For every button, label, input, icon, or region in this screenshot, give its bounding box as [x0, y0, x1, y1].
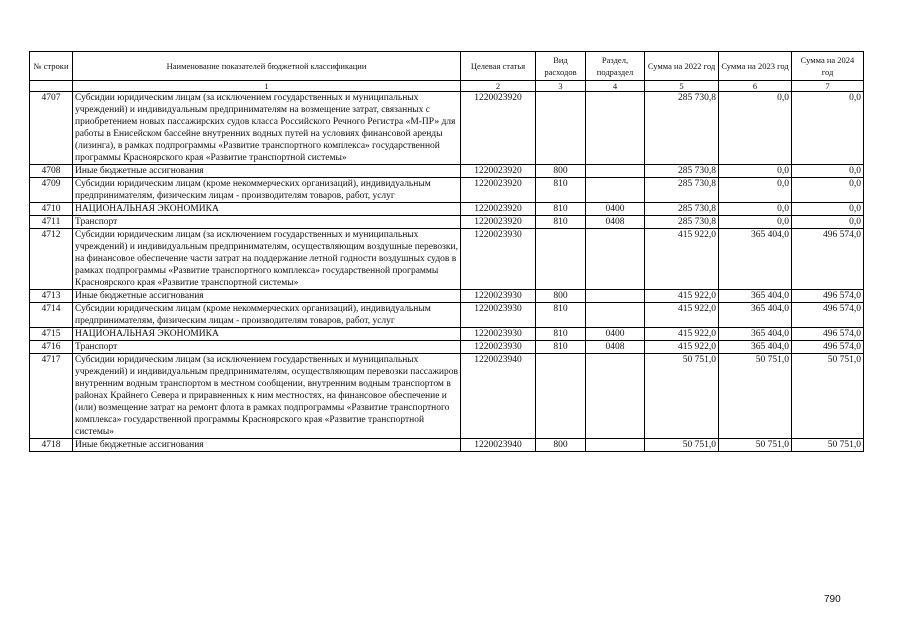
row-kind: [536, 92, 586, 165]
row-sum-2023: 365 404,0: [719, 328, 792, 341]
col-number: 4: [586, 81, 645, 92]
row-kind: 810: [536, 178, 586, 203]
row-kind: 800: [536, 290, 586, 303]
row-sum-2024: 496 574,0: [792, 229, 864, 290]
row-section: 0400: [586, 328, 645, 341]
row-target: 1220023930: [461, 229, 536, 290]
table-row: [30, 178, 864, 203]
row-name: Субсидии юридическим лицам (за исключением государственных и муниципальных учреждений) и индивидуальным предпринимателям, осуществляющим воздушные перевозки, на финансовое обеспечение части затрат на поддержание летной годности воздушных судов в рамках подпрограммы «Развитие транспортного комплекса» государственной программы Красноярского края «Развитие транспортной системы»: [73, 229, 461, 290]
row-section: [586, 439, 645, 452]
table-row: [30, 216, 864, 229]
row-name: НАЦИОНАЛЬНАЯ ЭКОНОМИКА: [73, 328, 461, 341]
row-sum-2022: 285 730,8: [645, 216, 719, 229]
row-section: 0408: [586, 216, 645, 229]
table-row: [30, 354, 864, 439]
row-kind: [536, 229, 586, 290]
row-number: 4709: [30, 178, 73, 203]
row-number: 4718: [30, 439, 73, 452]
row-sum-2024: 0,0: [792, 178, 864, 203]
row-sum-2022: 415 922,0: [645, 290, 719, 303]
row-number: 4707: [30, 92, 73, 165]
row-sum-2023: 365 404,0: [719, 303, 792, 328]
row-name: Транспорт: [73, 216, 461, 229]
row-section: [586, 165, 645, 178]
row-number: 4715: [30, 328, 73, 341]
col-number: 2: [461, 81, 536, 92]
row-sum-2022: 50 751,0: [645, 354, 719, 439]
row-target: 1220023920: [461, 178, 536, 203]
row-sum-2024: 0,0: [792, 92, 864, 165]
row-kind: 810: [536, 216, 586, 229]
table-row: [30, 439, 864, 452]
col-number: 5: [645, 81, 719, 92]
row-name: Субсидии юридическим лицам (кроме некоммерческих организаций), индивидуальным предпринимателям, физическим лицам - производителям товаров, работ, услуг: [73, 303, 461, 328]
header-section: Раздел, подраздел: [586, 52, 645, 81]
row-sum-2023: 365 404,0: [719, 290, 792, 303]
row-target: 1220023930: [461, 303, 536, 328]
col-number: 6: [719, 81, 792, 92]
row-number: 4711: [30, 216, 73, 229]
row-number: 4717: [30, 354, 73, 439]
row-name: Иные бюджетные ассигнования: [73, 290, 461, 303]
row-number: 4713: [30, 290, 73, 303]
row-number: 4714: [30, 303, 73, 328]
row-section: [586, 354, 645, 439]
row-sum-2023: 0,0: [719, 203, 792, 216]
row-sum-2022: 415 922,0: [645, 328, 719, 341]
row-sum-2023: 0,0: [719, 165, 792, 178]
row-name: Субсидии юридическим лицам (кроме некоммерческих организаций), индивидуальным предпринимателям, физическим лицам - производителям товаров, работ, услуг: [73, 178, 461, 203]
page-number: 790: [824, 594, 841, 605]
table-row: [30, 92, 864, 165]
row-target: 1220023940: [461, 439, 536, 452]
row-sum-2024: 0,0: [792, 165, 864, 178]
table-row: [30, 303, 864, 328]
row-name: Иные бюджетные ассигнования: [73, 165, 461, 178]
row-sum-2022: 285 730,8: [645, 92, 719, 165]
row-name: Транспорт: [73, 341, 461, 354]
table-row: [30, 203, 864, 216]
row-target: 1220023930: [461, 290, 536, 303]
row-kind: 810: [536, 303, 586, 328]
row-kind: 800: [536, 439, 586, 452]
row-target: 1220023930: [461, 328, 536, 341]
header-sum-2022: Сумма на 2022 год: [645, 52, 719, 81]
row-sum-2024: 50 751,0: [792, 354, 864, 439]
row-target: 1220023920: [461, 92, 536, 165]
row-sum-2024: 0,0: [792, 216, 864, 229]
row-target: 1220023920: [461, 165, 536, 178]
row-section: [586, 290, 645, 303]
header-sum-2024: Сумма на 2024 год: [792, 52, 864, 81]
table-row: [30, 165, 864, 178]
row-number: 4710: [30, 203, 73, 216]
table-row: [30, 290, 864, 303]
row-sum-2022: 50 751,0: [645, 439, 719, 452]
row-sum-2022: 285 730,8: [645, 165, 719, 178]
row-sum-2023: 0,0: [719, 216, 792, 229]
row-sum-2024: 496 574,0: [792, 341, 864, 354]
row-sum-2023: 50 751,0: [719, 439, 792, 452]
col-number: 7: [792, 81, 864, 92]
table-header: [30, 52, 864, 92]
row-sum-2023: 0,0: [719, 92, 792, 165]
row-sum-2022: 285 730,8: [645, 178, 719, 203]
row-section: [586, 229, 645, 290]
row-kind: 810: [536, 203, 586, 216]
table-row: [30, 328, 864, 341]
row-section: [586, 303, 645, 328]
row-section: [586, 92, 645, 165]
table-body: [30, 92, 864, 452]
row-target: 1220023920: [461, 216, 536, 229]
row-target: 1220023920: [461, 203, 536, 216]
row-sum-2024: 50 751,0: [792, 439, 864, 452]
row-target: 1220023940: [461, 354, 536, 439]
budget-table: [29, 51, 864, 452]
table-row: [30, 341, 864, 354]
row-section: 0408: [586, 341, 645, 354]
row-sum-2022: 415 922,0: [645, 341, 719, 354]
row-name: НАЦИОНАЛЬНАЯ ЭКОНОМИКА: [73, 203, 461, 216]
row-kind: 810: [536, 328, 586, 341]
row-number: 4712: [30, 229, 73, 290]
row-sum-2024: 496 574,0: [792, 290, 864, 303]
header-name: Наименование показателей бюджетной классификации: [73, 52, 461, 81]
row-target: 1220023930: [461, 341, 536, 354]
table-row: [30, 229, 864, 290]
col-number: [30, 81, 73, 92]
row-kind: 810: [536, 341, 586, 354]
row-section: [586, 178, 645, 203]
row-sum-2024: 0,0: [792, 203, 864, 216]
row-sum-2022: 415 922,0: [645, 229, 719, 290]
row-name: Иные бюджетные ассигнования: [73, 439, 461, 452]
row-name: Субсидии юридическим лицам (за исключением государственных и муниципальных учреждений) и индивидуальным предпринимателям на возмещение затрат, связанных с приобретением новых пассажирских судов класса Российского Речного Регистра «М-ПР» для работы в Енисейском бассейне внутренних водных путей на условиях финансовой аренды (лизинга), в рамках подпрограммы «Развитие транспортного комплекса» государственной программы Красноярского края «Развитие транспортной системы»: [73, 92, 461, 165]
row-sum-2023: 0,0: [719, 178, 792, 203]
row-sum-2023: 50 751,0: [719, 354, 792, 439]
row-sum-2022: 285 730,8: [645, 203, 719, 216]
col-number: 3: [536, 81, 586, 92]
row-sum-2023: 365 404,0: [719, 341, 792, 354]
header-sum-2023: Сумма на 2023 год: [719, 52, 792, 81]
row-sum-2023: 365 404,0: [719, 229, 792, 290]
col-number: 1: [73, 81, 461, 92]
row-sum-2022: 415 922,0: [645, 303, 719, 328]
row-name: Субсидии юридическим лицам (за исключением государственных и муниципальных учреждений) и индивидуальным предпринимателям, осуществляющим перевозки пассажиров внутренним водным транспортом в местном сообщении, внутренним водным транспортом в районах Крайнего Севера и приравненных к ним местностях, на финансовое обеспечение и (или) возмещение затрат на ремонт флота в рамках подпрограммы «Развитие транспортного комплекса» государственной программы Красноярского края «Развитие транспортной системы»: [73, 354, 461, 439]
row-kind: [536, 354, 586, 439]
row-number: 4708: [30, 165, 73, 178]
header-target: Целевая статья: [461, 52, 536, 81]
row-section: 0400: [586, 203, 645, 216]
row-sum-2024: 496 574,0: [792, 303, 864, 328]
row-number: 4716: [30, 341, 73, 354]
header-kind: Вид расходов: [536, 52, 586, 81]
row-kind: 800: [536, 165, 586, 178]
row-sum-2024: 496 574,0: [792, 328, 864, 341]
header-row-number: № строки: [30, 52, 73, 81]
